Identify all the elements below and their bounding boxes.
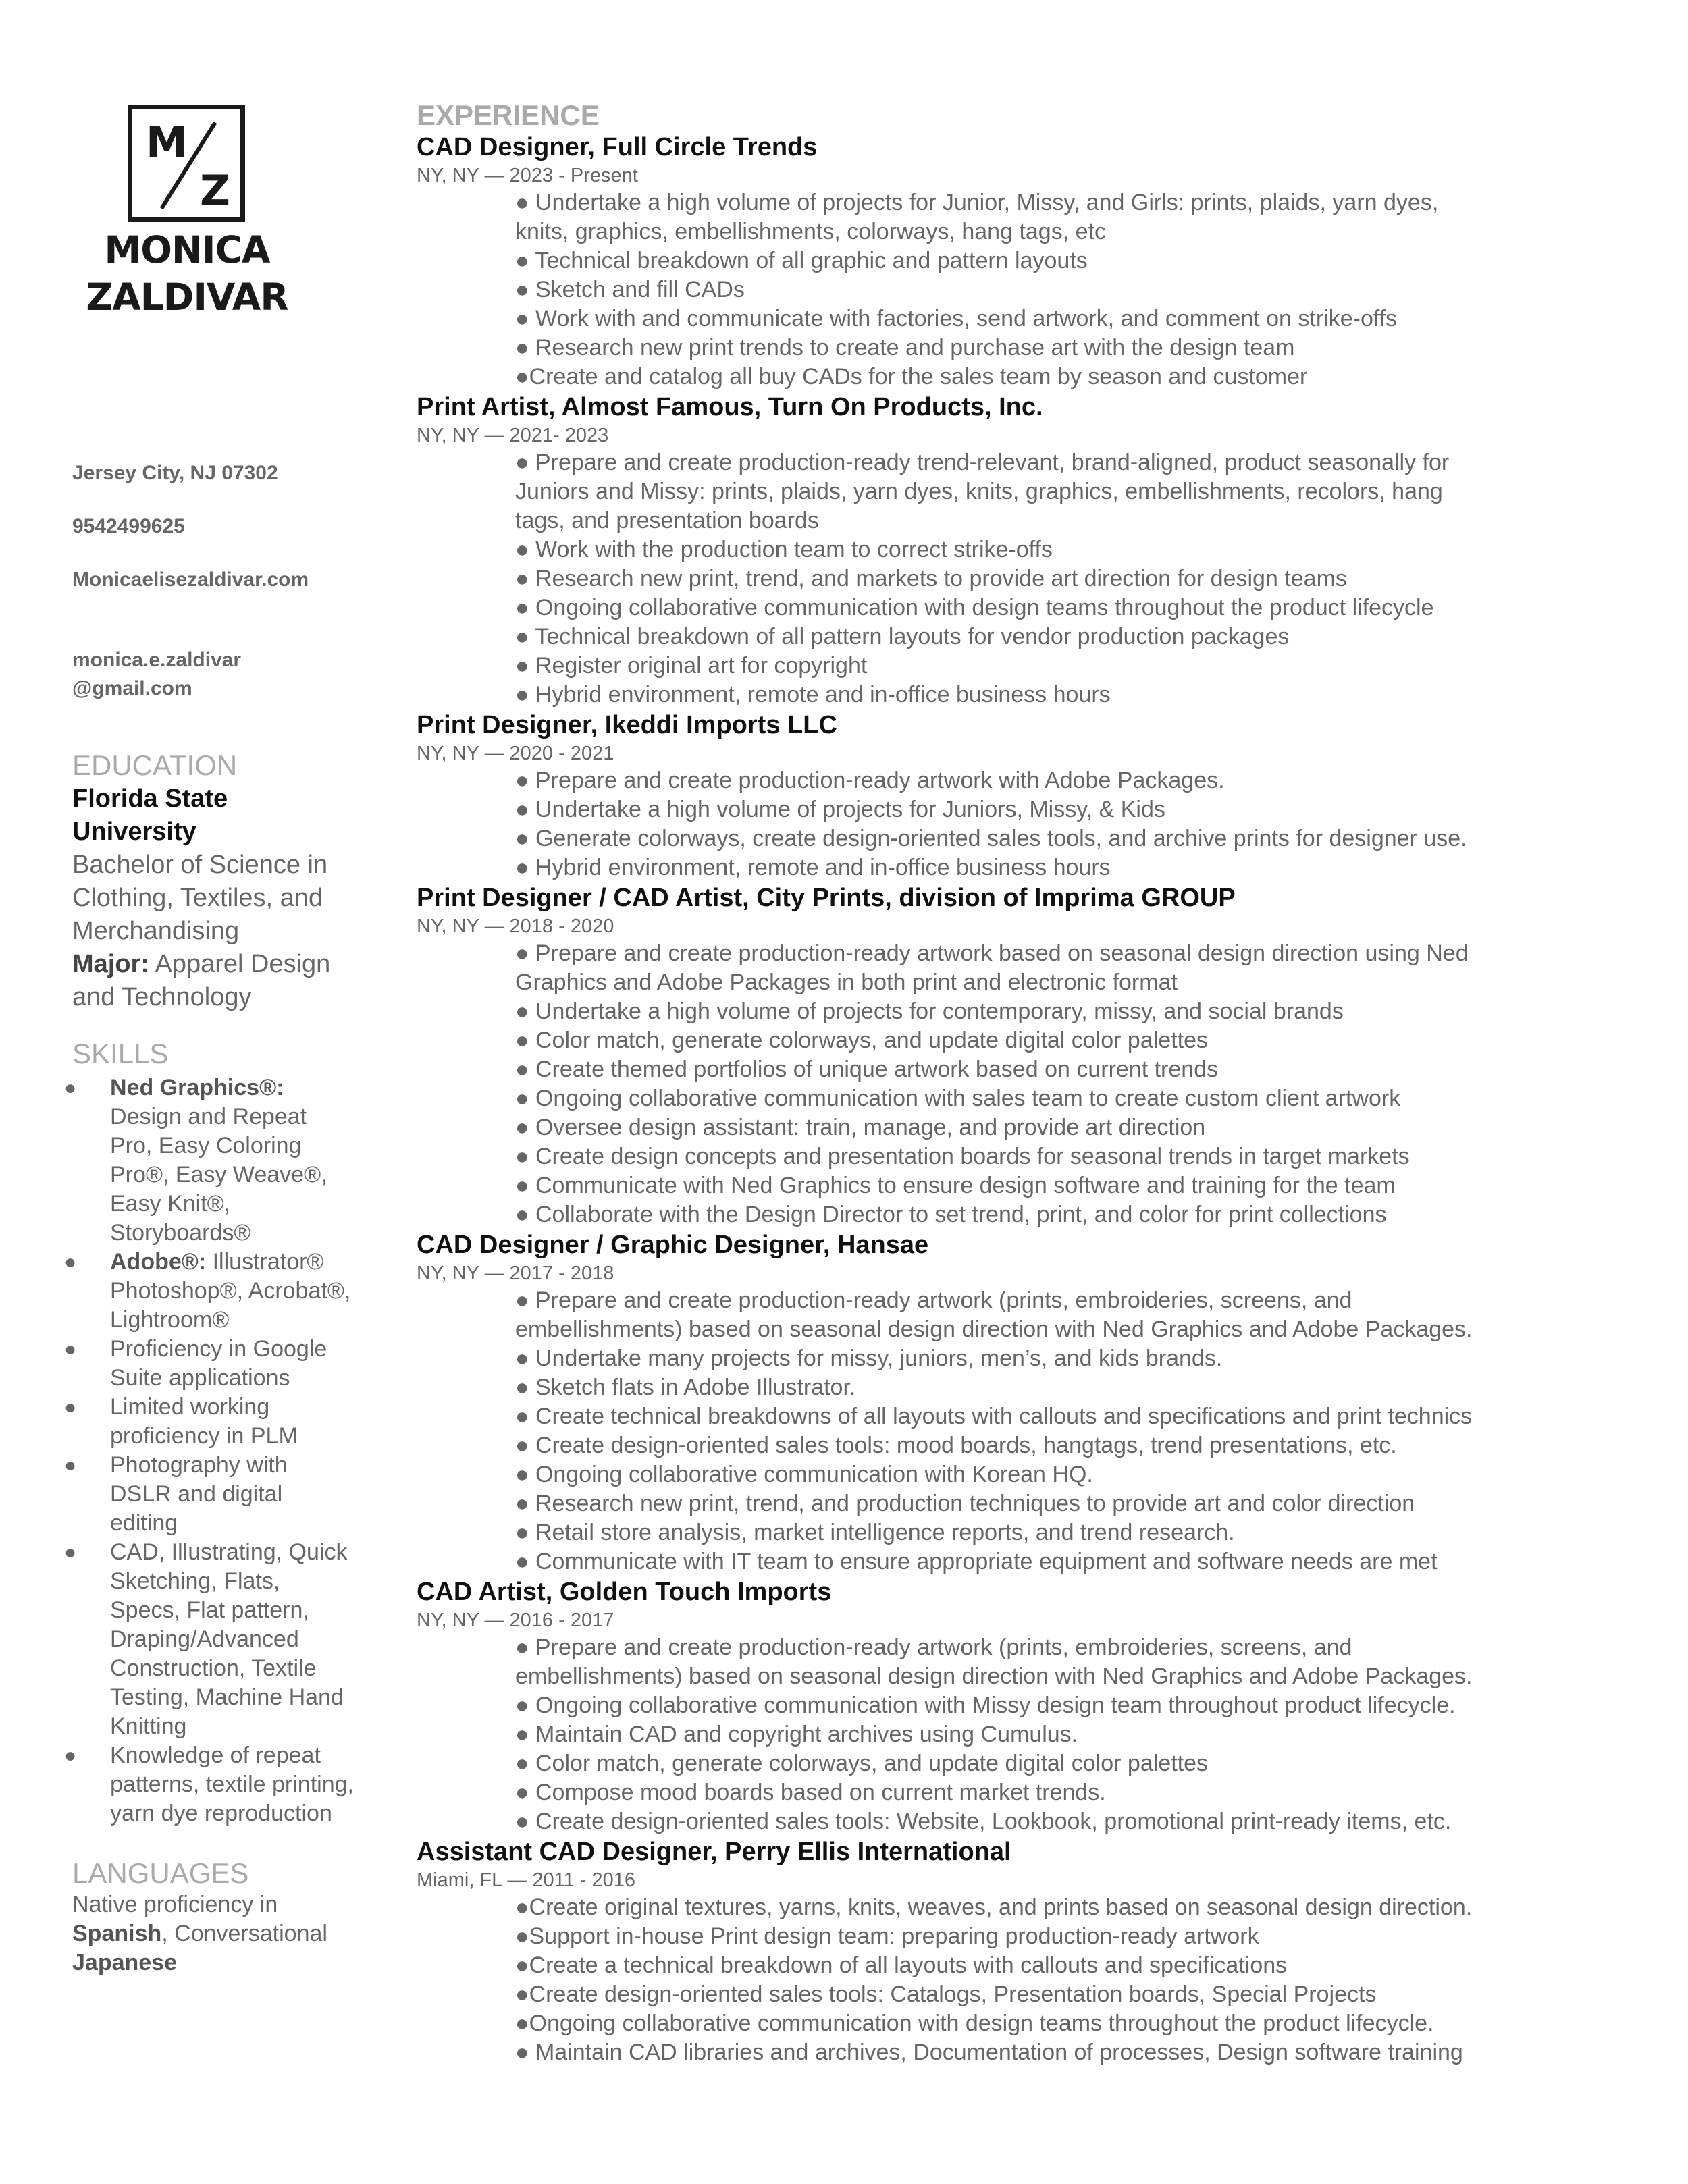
job-bullet-line: ● Technical breakdown of all graphic and pattern layouts [515, 248, 1088, 273]
job-bullet-line: ● Ongoing collaborative communication with Missy design team throughout product lifecycle. [515, 1693, 1456, 1718]
job-bullet-line: ● Hybrid environment, remote and in-office business hours [515, 682, 1111, 708]
job-bullet-line: ● Prepare and create production-ready artwork based on seasonal design direction using Ned [515, 940, 1469, 966]
job-bullet-line: ● Prepare and create production-ready artwork (prints, embroideries, screens, and [515, 1287, 1352, 1313]
job-bullet-line: ● Work with and communicate with factories, send artwork, and comment on strike-offs [515, 306, 1398, 331]
education-heading: EDUCATION [72, 749, 238, 781]
job-bullet-line: ● Maintain CAD libraries and archives, Documentation of processes, Design software training [515, 2040, 1463, 2065]
skill-line: Photography with [110, 1452, 288, 1478]
skill-line: Sketching, Flats, [110, 1568, 280, 1594]
degree-line-2: Clothing, Textiles, and [72, 884, 323, 912]
job-bullet-line: ● Prepare and create production-ready artwork (prints, embroideries, screens, and [515, 1634, 1352, 1660]
job-title: CAD Designer, Full Circle Trends [417, 133, 818, 161]
job-bullet-line: ● Undertake a high volume of projects for Junior, Missy, and Girls: prints, plaids, yarn dyes, [515, 190, 1439, 215]
bullet-icon: ● [64, 1541, 77, 1564]
job-bullet-line: Juniors and Missy: prints, plaids, yarn dyes, knits, graphics, embellishments, recolors, hang [515, 479, 1443, 504]
major-line-2: and Technology [72, 983, 252, 1011]
job-bullet-line: ● Generate colorways, create design-oriented sales tools, and archive prints for designer use. [515, 826, 1467, 851]
first-name: MONICA [104, 228, 270, 271]
skill-line: Testing, Machine Hand [110, 1684, 344, 1710]
job-title: Print Designer / CAD Artist, City Prints, division of Imprima GROUP [417, 884, 1236, 912]
skill-line: Photoshop®, Acrobat®, [110, 1278, 351, 1304]
major-label: Major: [72, 950, 149, 978]
job-bullet-line: ● Compose mood boards based on current market trends. [515, 1780, 1106, 1805]
job-bullet-line: Graphics and Adobe Packages in both print and electronic format [515, 969, 1178, 995]
job-bullet-line: ● Color match, generate colorways, and update digital color palettes [515, 1751, 1208, 1776]
skill-line: yarn dye reproduction [110, 1801, 332, 1826]
job-bullet-line: ● Ongoing collaborative communication with Korean HQ. [515, 1462, 1093, 1487]
languages-line-3 [72, 1948, 376, 1977]
job-list [417, 132, 1666, 2067]
job-bullet-line: ● Undertake a high volume of projects for Juniors, Missy, & Kids [515, 797, 1165, 822]
job-bullets [417, 1893, 1666, 2067]
skills-list [64, 1073, 376, 1828]
job-entry [417, 1576, 1666, 1836]
experience-heading: EXPERIENCE [417, 99, 600, 131]
bullet-icon: ● [64, 1251, 77, 1273]
job-entry [417, 1229, 1666, 1576]
job-bullet-line: ● Work with the production team to correct strike-offs [515, 537, 1053, 562]
language-spanish: Spanish [72, 1921, 162, 1946]
job-title: CAD Designer / Graphic Designer, Hansae [417, 1231, 929, 1259]
skill-line: Lightroom® [110, 1307, 230, 1333]
skill-line: Suite applications [110, 1365, 290, 1391]
skills-section [64, 1037, 376, 1828]
job-title: CAD Artist, Golden Touch Imports [417, 1578, 832, 1606]
skill-line: Easy Knit®, [110, 1191, 231, 1217]
skill-line: CAD, Illustrating, Quick [110, 1539, 348, 1565]
contact-info [72, 459, 376, 703]
job-title: Assistant CAD Designer, Perry Ellis International [417, 1838, 1011, 1866]
email-line-2: @gmail.com [72, 677, 192, 699]
skill-item [64, 1335, 376, 1393]
job-title: Print Designer, Ikeddi Imports LLC [417, 711, 837, 739]
job-bullets [417, 939, 1666, 1229]
languages-line-2 [72, 1919, 376, 1948]
job-bullets [417, 1286, 1666, 1576]
monogram-logo [128, 105, 245, 222]
job-location-dates: NY, NY — 2018 - 2020 [417, 915, 614, 937]
job-bullets [417, 1633, 1666, 1836]
language-japanese: Japanese [72, 1950, 177, 1975]
header-branding [72, 101, 376, 324]
job-bullet-line: ● Ongoing collaborative communication with sales team to create custom client artwork [515, 1086, 1401, 1111]
job-bullet-line: ● Oversee design assistant: train, manage, and provide art direction [515, 1115, 1206, 1140]
job-bullet-line: ● Create themed portfolios of unique artwork based on current trends [515, 1057, 1219, 1082]
job-bullet-line: ● Research new print, trend, and production techniques to provide art and color direction [515, 1491, 1415, 1516]
job-location-dates: NY, NY — 2017 - 2018 [417, 1262, 614, 1284]
bullet-icon: ● [64, 1396, 77, 1418]
skill-line: Illustrator® [206, 1249, 324, 1275]
skills-heading: SKILLS [72, 1038, 169, 1069]
job-bullet-line: ● Research new print, trend, and markets to provide art direction for design teams [515, 566, 1347, 591]
skill-line: Pro, Easy Coloring [110, 1133, 302, 1158]
skill-line: Proficiency in Google [110, 1336, 327, 1362]
job-bullets [417, 448, 1666, 710]
skill-item [64, 1073, 376, 1248]
skill-line: Pro®, Easy Weave®, [110, 1162, 327, 1188]
skill-line: Design and Repeat [110, 1104, 307, 1129]
job-title: Print Artist, Almost Famous, Turn On Products, Inc. [417, 393, 1043, 421]
job-bullet-line: ● Collaborate with the Design Director to set trend, print, and color for print collections [515, 1202, 1387, 1227]
job-bullet-line: ● Create design concepts and presentation boards for seasonal trends in target markets [515, 1144, 1410, 1169]
skill-item [64, 1393, 376, 1451]
skill-line: Knowledge of repeat [110, 1742, 321, 1768]
job-bullet-line: ● Technical breakdown of all pattern layouts for vendor production packages [515, 624, 1290, 649]
skill-line: Knitting [110, 1713, 187, 1739]
bullet-icon: ● [64, 1338, 77, 1360]
job-bullet-line: ● Create technical breakdowns of all layouts with callouts and specifications and print technics [515, 1404, 1473, 1429]
person-name [72, 226, 302, 321]
job-location-dates: NY, NY — 2016 - 2017 [417, 1609, 614, 1631]
languages-section [72, 1857, 376, 1977]
job-location-dates: NY, NY — 2021- 2023 [417, 425, 609, 446]
job-bullet-line: ● Undertake a high volume of projects for contemporary, missy, and social brands [515, 998, 1344, 1024]
skill-line: proficiency in PLM [110, 1423, 298, 1449]
job-bullets [417, 188, 1666, 392]
skill-label: Ned Graphics®: [110, 1075, 284, 1100]
languages-heading: LANGUAGES [72, 1857, 249, 1889]
job-location-dates: NY, NY — 2020 - 2021 [417, 743, 614, 764]
experience-section [417, 99, 1666, 2067]
job-bullet-line: tags, and presentation boards [515, 508, 819, 533]
logo-letter-m: M [146, 117, 188, 167]
job-bullet-line: ●Create and catalog all buy CADs for the sales team by season and customer [515, 364, 1308, 390]
logo-letter-z: Z [200, 166, 230, 215]
languages-line-1: Native proficiency in [72, 1892, 278, 1917]
school-name-line-1: Florida State [72, 784, 228, 813]
skill-item [64, 1538, 376, 1741]
school-name-line-2: University [72, 818, 196, 846]
job-bullet-line: ● Prepare and create production-ready trend-relevant, brand-aligned, product seasonally for [515, 450, 1450, 475]
job-bullet-line: ● Sketch and fill CADs [515, 277, 745, 302]
skill-item [64, 1248, 376, 1335]
job-bullet-line: embellishments) based on seasonal design direction with Ned Graphics and Adobe Packages. [515, 1316, 1473, 1342]
job-entry [417, 132, 1666, 392]
job-entry [417, 1836, 1666, 2067]
bullet-icon: ● [64, 1077, 77, 1099]
job-bullet-line: ● Register original art for copyright [515, 653, 868, 678]
job-location-dates: Miami, FL — 2011 - 2016 [417, 1869, 635, 1891]
skill-line: editing [110, 1510, 178, 1536]
skill-line: Storyboards® [110, 1220, 251, 1246]
job-bullet-line: ● Research new print trends to create and purchase art with the design team [515, 335, 1295, 361]
degree-line-3: Merchandising [72, 917, 240, 945]
skill-item [64, 1451, 376, 1538]
contact-email[interactable] [72, 646, 376, 703]
job-bullet-line: ● Ongoing collaborative communication with design teams throughout the product lifecycle [515, 595, 1434, 620]
job-location-dates: NY, NY — 2023 - Present [417, 165, 638, 186]
job-bullet-line: ● Communicate with IT team to ensure appropriate equipment and software needs are met [515, 1549, 1438, 1574]
email-line-1: monica.e.zaldivar [72, 649, 242, 671]
languages-line-2-rest: , Conversational [161, 1921, 327, 1946]
degree-line-1: Bachelor of Science in [72, 851, 328, 879]
job-entry [417, 882, 1666, 1229]
job-bullet-line: ●Create original textures, yarns, knits, weaves, and prints based on seasonal design direction. [515, 1894, 1473, 1920]
last-name: ZALDIVAR [86, 275, 288, 319]
skill-line: patterns, textile printing, [110, 1772, 354, 1797]
skill-line: Limited working [110, 1394, 270, 1420]
job-bullet-line: ● Communicate with Ned Graphics to ensure design software and training for the team [515, 1173, 1396, 1198]
job-bullet-line: ●Ongoing collaborative communication with design teams throughout the product lifecycle. [515, 2010, 1434, 2036]
bullet-icon: ● [64, 1454, 77, 1476]
job-entry [417, 710, 1666, 882]
job-entry [417, 392, 1666, 710]
contact-phone[interactable]: 9542499625 [72, 515, 185, 537]
major-line [72, 948, 376, 981]
major-value: Apparel Design [149, 950, 331, 978]
skill-line: Draping/Advanced [110, 1626, 299, 1652]
job-bullet-line: ●Support in-house Print design team: preparing production-ready artwork [515, 1923, 1259, 1949]
job-bullet-line: ● Color match, generate colorways, and update digital color palettes [515, 1028, 1208, 1053]
bullet-icon: ● [64, 1744, 77, 1767]
skill-line: Construction, Textile [110, 1655, 317, 1681]
job-bullet-line: ● Maintain CAD and copyright archives using Cumulus. [515, 1722, 1078, 1747]
job-bullet-line: ● Prepare and create production-ready artwork with Adobe Packages. [515, 768, 1225, 793]
job-bullet-line: ● Create design-oriented sales tools: mood boards, hangtags, trend presentations, etc. [515, 1433, 1397, 1458]
contact-website[interactable]: Monicaelisezaldivar.com [72, 568, 309, 591]
skill-item [64, 1741, 376, 1828]
education-section [72, 749, 376, 1014]
skill-line: DSLR and digital [110, 1481, 283, 1507]
contact-location: Jersey City, NJ 07302 [72, 462, 278, 484]
job-bullet-line: ● Retail store analysis, market intelligence reports, and trend research. [515, 1520, 1235, 1545]
job-bullet-line: ●Create a technical breakdown of all layouts with callouts and specifications [515, 1952, 1288, 1978]
job-bullet-line: ● Sketch flats in Adobe Illustrator. [515, 1375, 856, 1400]
job-bullet-line: knits, graphics, embellishments, colorways, hang tags, etc [515, 219, 1106, 244]
job-bullet-line: ●Create design-oriented sales tools: Catalogs, Presentation boards, Special Projects [515, 1981, 1377, 2007]
job-bullet-line: ● Undertake many projects for missy, juniors, men’s, and kids brands. [515, 1346, 1223, 1371]
job-bullet-line: ● Create design-oriented sales tools: Website, Lookbook, promotional print-ready items, etc. [515, 1809, 1452, 1834]
job-bullet-line: ● Hybrid environment, remote and in-office business hours [515, 855, 1111, 880]
job-bullet-line: embellishments) based on seasonal design direction with Ned Graphics and Adobe Packages. [515, 1663, 1473, 1689]
sidebar [64, 101, 376, 1977]
skill-label: Adobe®: [110, 1249, 207, 1275]
job-bullets [417, 766, 1666, 882]
skill-line: Specs, Flat pattern, [110, 1597, 309, 1623]
